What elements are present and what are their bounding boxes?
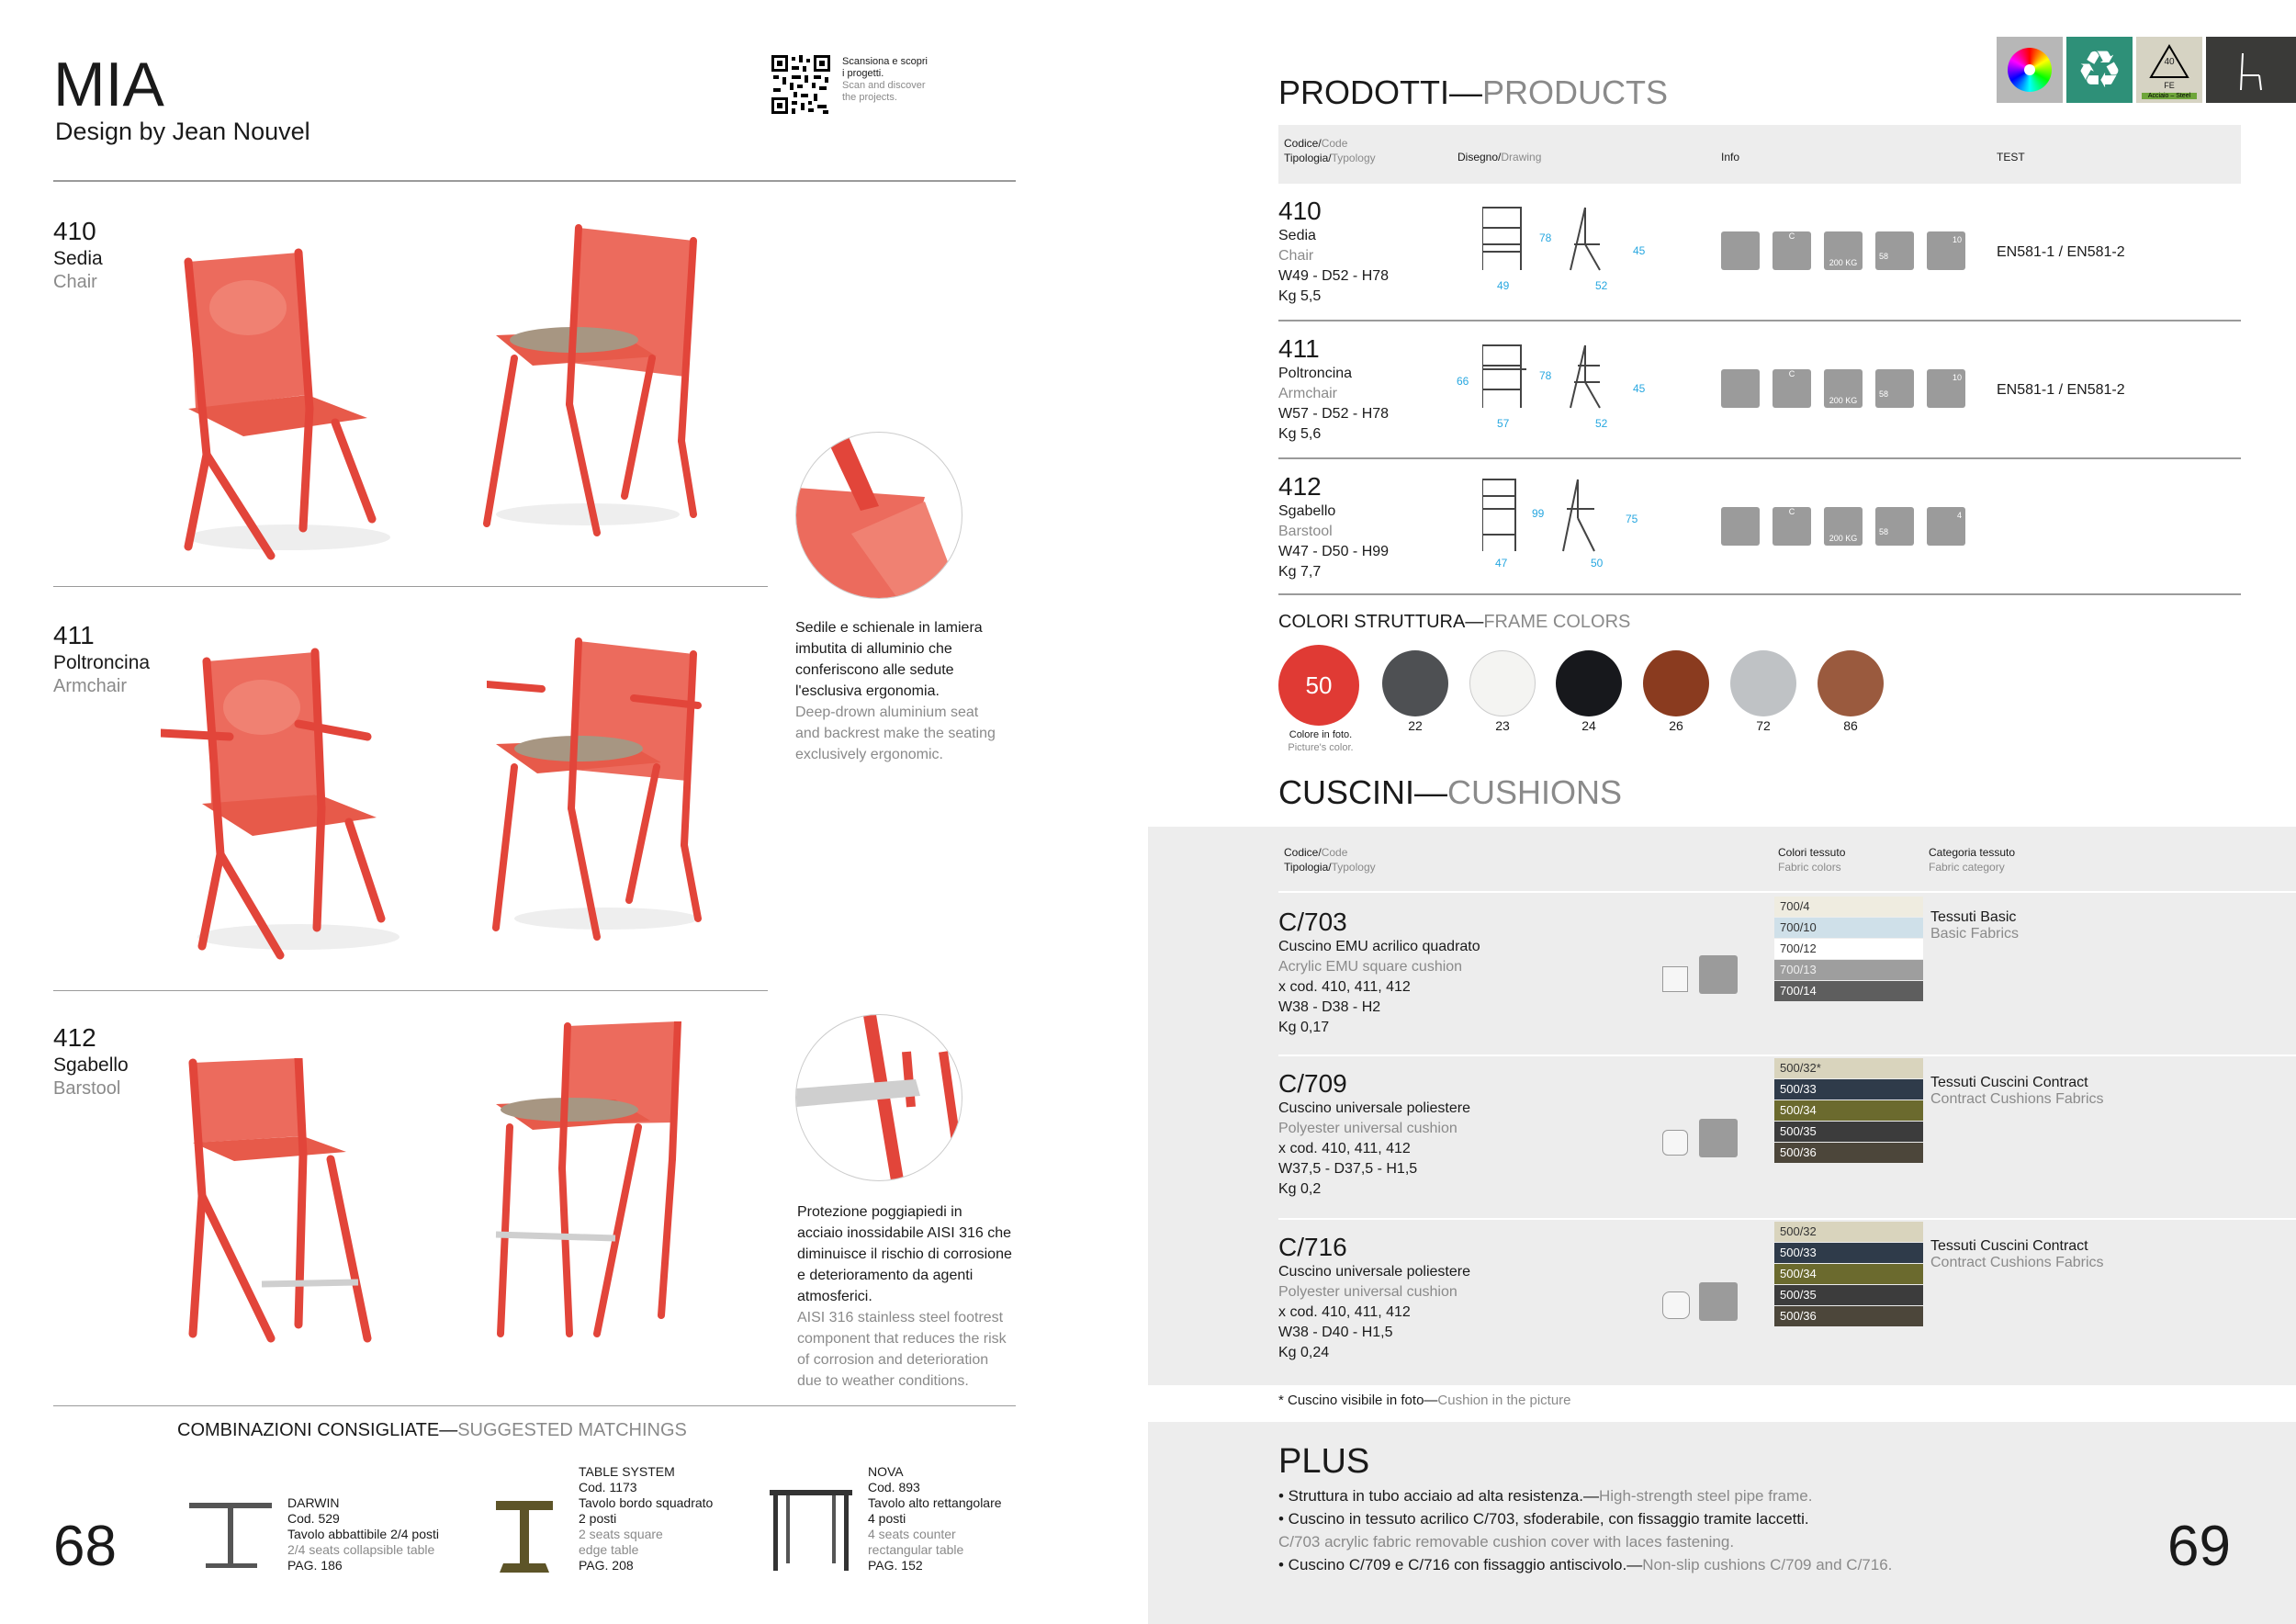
cushion-row-c703: C/703 Cuscino EMU acrilico quadrato Acrylic EMU square cushion x cod. 410, 411, 412 W38 - D38 - H2 Kg 0,17 700/4 700/10 700/12 700/13 700/14 Tessuti Basic Basic Fabrics xyxy=(1278,893,2296,1056)
weight-200kg-icon: 200 KG xyxy=(1824,507,1863,546)
chair-410-front-image xyxy=(152,234,400,565)
weather-icon: 58 xyxy=(1875,507,1914,546)
item-411-label: 411 Poltroncina Armchair xyxy=(53,621,151,696)
fabric-700-14[interactable]: 700/14 xyxy=(1774,981,1923,1001)
plus-title: PLUS xyxy=(1278,1442,1370,1481)
color-swatch-50[interactable]: 50 xyxy=(1278,645,1359,726)
page-title: MIA xyxy=(53,50,164,119)
fabric-700-4[interactable]: 700/4 xyxy=(1774,897,1923,917)
color-label-72: 72 xyxy=(1756,718,1771,733)
chair-410-cushion-image xyxy=(468,220,698,551)
darwin-table-image xyxy=(189,1503,272,1572)
chair-411-cushion-image xyxy=(487,634,707,946)
color-label-26: 26 xyxy=(1669,718,1683,733)
page-subtitle: Design by Jean Nouvel xyxy=(55,118,310,145)
item-412-label: 412 Sgabello Barstool xyxy=(53,1023,129,1099)
frame-colors-title: COLORI STRUTTURA—FRAME COLORS xyxy=(1278,612,1631,632)
chair-411-front-image xyxy=(161,634,400,964)
cushion-note: * Cuscino visibile in foto—Cushion in the picture xyxy=(1278,1393,1571,1408)
weather-icon: 58 xyxy=(1875,231,1914,270)
cushions-table-header: Codice/Code Tipologia/Typology Colori tessuto Fabric colors Categoria tessuto Fabric category xyxy=(1278,836,2296,893)
cushions-title: CUSCINI—CUSHIONS xyxy=(1278,773,1623,811)
detail-footrest-caption: Protezione poggiapiedi in acciaio inossidabile AISI 316 che diminuisce il rischio di corrosione e deterioramento da agenti atmosferici. AISI 316 stainless steel footrest component that reduces the risk of corrosion and deterioration due to weather conditions. xyxy=(797,1204,1012,1389)
stackable-icon: 10 xyxy=(1927,231,1965,270)
seat-shape-icon xyxy=(1721,231,1760,270)
color-wheel-badge xyxy=(1997,37,2063,103)
matching-nova[interactable]: NOVA Cod. 893 Tavolo alto rettangolare 4 posti 4 seats counter rectangular table PAG. 152 xyxy=(868,1464,1002,1573)
divider xyxy=(53,586,768,587)
product-row-412: 412 Sgabello Barstool W47 - D50 - H99 Kg 7,7 99 47 75 50 C 200 KG 58 4 xyxy=(1278,459,2241,595)
fabric-500-34[interactable]: 500/34 xyxy=(1774,1264,1923,1284)
fabric-500-33[interactable]: 500/33 xyxy=(1774,1243,1923,1263)
divider xyxy=(53,1405,1016,1406)
chair-silhouette-badge xyxy=(2206,37,2296,103)
color-swatch-86[interactable] xyxy=(1818,650,1884,716)
fabric-500-33[interactable]: 500/33 xyxy=(1774,1079,1923,1100)
product-row-410: 410 Sedia Chair W49 - D52 - H78 Kg 5,5 78 49 45 52 C 200 KG 58 10 EN581-1 / EN581-2 xyxy=(1278,184,2241,321)
matching-table-system[interactable]: TABLE SYSTEM Cod. 1173 Tavolo bordo squadrato 2 posti 2 seats square edge table PAG. 208 xyxy=(579,1464,714,1573)
weight-200kg-icon: 200 KG xyxy=(1824,369,1863,408)
rounded-cushion-icon xyxy=(1662,1291,1690,1319)
fabric-500-36[interactable]: 500/36 xyxy=(1774,1306,1923,1326)
steel-fe-badge: 40 FE Acciaio – Steel xyxy=(2136,37,2202,103)
fabric-500-35[interactable]: 500/35 xyxy=(1774,1285,1923,1305)
cleaning-c-icon: C xyxy=(1773,507,1811,546)
products-table-header: Codice/Code Tipologia/Typology Disegno/Drawing Info TEST xyxy=(1278,125,2241,184)
square-cushion-icon xyxy=(1662,966,1688,992)
stackable-icon: 4 xyxy=(1927,507,1965,546)
matching-darwin[interactable]: DARWIN Cod. 529 Tavolo abbattibile 2/4 posti 2/4 seats collapsible table PAG. 186 xyxy=(287,1495,439,1573)
recycle-badge: ♻ xyxy=(2066,37,2133,103)
seat-shape-icon xyxy=(1721,369,1760,408)
divider xyxy=(53,180,1016,182)
nova-table-image xyxy=(770,1490,852,1573)
barstool-412-front-image xyxy=(179,1058,400,1343)
color-swatch-72[interactable] xyxy=(1730,650,1796,716)
round-cushion-icon xyxy=(1662,1130,1688,1156)
page-number-left: 68 xyxy=(53,1515,117,1578)
fabric-500-36[interactable]: 500/36 xyxy=(1774,1143,1923,1163)
color-label-23: 23 xyxy=(1495,718,1510,733)
seat-shape-icon xyxy=(1721,507,1760,546)
item-410-label: 410 Sedia Chair xyxy=(53,217,103,292)
cleaning-c-icon: C xyxy=(1773,231,1811,270)
weather-icon xyxy=(1699,1282,1738,1321)
weather-icon xyxy=(1699,1119,1738,1157)
matchings-title: COMBINAZIONI CONSIGLIATE—SUGGESTED MATCHINGS xyxy=(177,1420,687,1440)
fabric-700-12[interactable]: 700/12 xyxy=(1774,939,1923,959)
fabric-500-34[interactable]: 500/34 xyxy=(1774,1100,1923,1121)
color-label-86: 86 xyxy=(1843,718,1858,733)
page-number-right: 69 xyxy=(2167,1515,2231,1578)
fabric-700-10[interactable]: 700/10 xyxy=(1774,918,1923,938)
weather-icon: 58 xyxy=(1875,369,1914,408)
color-label-22: 22 xyxy=(1408,718,1423,733)
weather-icon xyxy=(1699,955,1738,994)
divider xyxy=(53,990,768,991)
weight-200kg-icon: 200 KG xyxy=(1824,231,1863,270)
products-title: PRODOTTI—PRODUCTS xyxy=(1278,73,1669,111)
qr-caption: Scansiona e scopri i progetti. Scan and discover the projects. xyxy=(842,56,928,103)
barstool-412-cushion-image xyxy=(478,1021,689,1343)
fabric-500-35[interactable]: 500/35 xyxy=(1774,1122,1923,1142)
color-swatch-22[interactable] xyxy=(1382,650,1448,716)
table-system-image xyxy=(496,1501,553,1573)
plus-list: • Struttura in tubo acciaio ad alta resistenza.—High-strength steel pipe frame. • Cuscino in tessuto acrilico C/703, sfoderabile, con fissaggio tramite laccetti. C/703 acrylic fabric removable cushion cover with laces fastening. • Cuscino C/709 e C/716 con fissaggio antiscivolo.—Non-slip cushions C/709 and C/716. xyxy=(1278,1487,1893,1573)
fabric-700-13[interactable]: 700/13 xyxy=(1774,960,1923,980)
color-label-24: 24 xyxy=(1581,718,1596,733)
cleaning-c-icon: C xyxy=(1773,369,1811,408)
color-swatch-26[interactable] xyxy=(1643,650,1709,716)
detail-seat-zoom-image xyxy=(795,432,962,599)
color-swatch-24[interactable] xyxy=(1556,650,1622,716)
color-swatch-23[interactable] xyxy=(1469,650,1536,716)
detail-seat-caption: Sedile e schienale in lamiera imbutita di alluminio che conferiscono alle sedute l'esclusiva ergonomia. Deep-drown aluminium seat and backrest make the seating exclusively ergonomic. xyxy=(795,620,996,762)
fabric-500-32[interactable]: 500/32* xyxy=(1774,1058,1923,1078)
detail-footrest-zoom-image xyxy=(795,1014,962,1181)
cushion-row-c716: C/716 Cuscino universale poliestere Polyester universal cushion x cod. 410, 411, 412 W38 - D40 - H1,5 Kg 0,24 500/32 500/33 500/34 500/35 500/36 Tessuti Cuscini Contract Contract Cushions Fabrics xyxy=(1278,1220,2296,1382)
cushion-row-c709: C/709 Cuscino universale poliestere Polyester universal cushion x cod. 410, 411, 412 W37,5 - D37,5 - H1,5 Kg 0,2 500/32* 500/33 500/34 500/35 500/36 Tessuti Cuscini Contract Contract Cushions Fabrics xyxy=(1278,1056,2296,1220)
stackable-icon: 10 xyxy=(1927,369,1965,408)
product-row-411: 411 Poltroncina Armchair W57 - D52 - H78 Kg 5,6 66 78 57 45 52 C 200 KG 58 10 EN581-1 / EN581-2 xyxy=(1278,321,2241,459)
qr-code-icon[interactable] xyxy=(771,55,830,114)
color-photo-note: Colore in foto. Picture's color. xyxy=(1288,729,1354,753)
fabric-500-32[interactable]: 500/32 xyxy=(1774,1222,1923,1242)
